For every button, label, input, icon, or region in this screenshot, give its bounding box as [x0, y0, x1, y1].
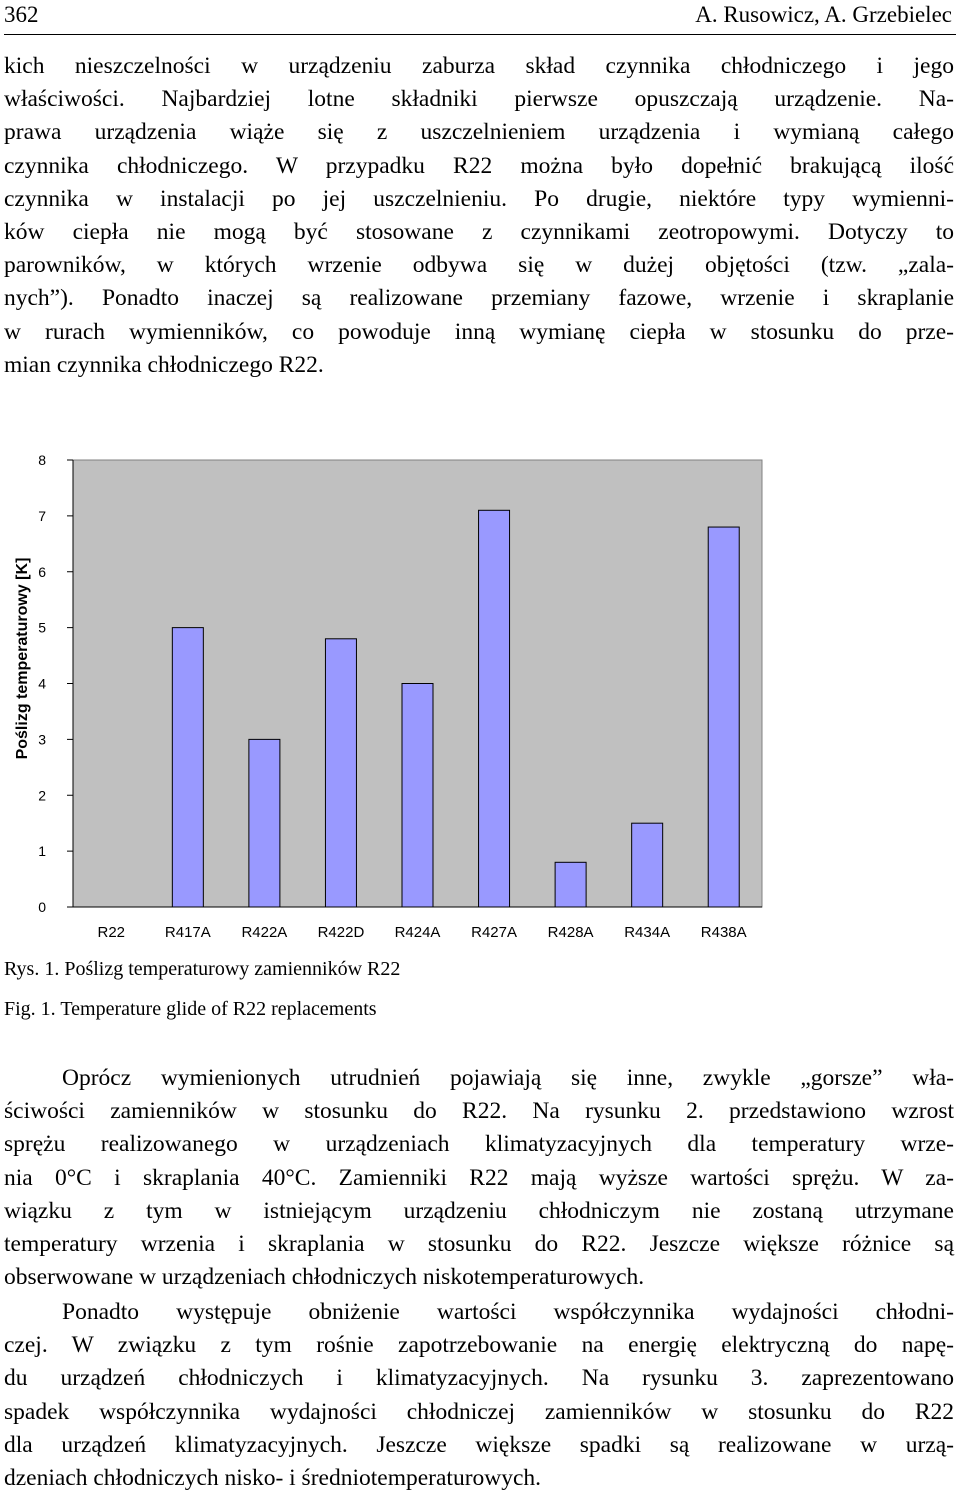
y-tick-label: 3 [38, 731, 46, 748]
bar-r422a [249, 739, 280, 907]
x-category-label: R428A [547, 924, 594, 941]
text-line: temperatury wrzenia i skraplania w stosunku do R22. Jeszcze większe różnice są [4, 1231, 954, 1258]
text-line: czej. W związku z tym rośnie zapotrzebowanie na energię elektryczną do napę- [4, 1332, 954, 1359]
paragraph-1 [4, 50, 954, 382]
y-tick-label: 5 [38, 619, 46, 636]
bar-r434a [632, 823, 663, 907]
text-line: Ponadto występuje obniżenie wartości współczynnika wydajności chłodni- [62, 1299, 954, 1325]
paragraph-3 [4, 1296, 954, 1495]
y-axis-label: Poślizg temperaturowy [K] [14, 557, 31, 760]
x-category-label: R417A [164, 924, 211, 941]
bar-r422d [325, 639, 356, 907]
text-line: ściwości zamienników w stosunku do R22. Na rysunku 2. przedstawiono wzrost [4, 1098, 954, 1125]
x-category-label: R434A [624, 924, 671, 941]
bar-r424a [402, 684, 433, 908]
text-line: obserwowane w urządzeniach chłodniczych niskotemperaturowych. [4, 1264, 645, 1291]
figure-caption-en: Fig. 1. Temperature glide of R22 replacements [4, 998, 377, 1020]
text-line: prawa urządzenia wiąże się z uszczelnieniem urządzenia i wymianą całego [4, 119, 954, 146]
text-line: parowników, w których wrzenie odbywa się w dużej objętości (tzw. „zala- [4, 252, 954, 279]
bar-r417a [172, 628, 203, 907]
text-line: Oprócz wymienionych utrudnień pojawiają się inne, zwykle „gorsze” wła- [62, 1065, 954, 1091]
text-line: spadek współczynnika wydajności chłodniczej zamienników w stosunku do R22 [4, 1398, 954, 1425]
x-category-label: R424A [394, 924, 441, 941]
text-line: ków ciepła nie mogą być stosowane z czynnikami zeotropowymi. Dotyczy to [4, 219, 954, 246]
text-line: czynnika chłodniczego. W przypadku R22 można było dopełnić brakującą ilość [4, 152, 954, 179]
y-tick-label: 1 [38, 843, 46, 860]
x-category-label: R438A [700, 924, 747, 941]
x-category-label: R427A [471, 924, 517, 941]
bar-r438a [708, 527, 739, 907]
x-category-label: R22 [97, 924, 126, 941]
running-head-authors: A. Rusowicz, A. Grzebielec [695, 2, 952, 27]
y-tick-label: 7 [38, 507, 46, 524]
text-line: czynnika w instalacji po jej uszczelnieniu. Po drugie, niektóre typy wymienni- [4, 185, 954, 212]
text-line: sprężu realizowanego w urządzeniach klimatyzacyjnych dla temperatury wrze- [4, 1131, 954, 1158]
y-tick-label: 0 [38, 899, 46, 915]
bar-r428a [555, 862, 586, 907]
figure-caption-pl: Rys. 1. Poślizg temperaturowy zamienników R22 [4, 958, 401, 980]
text-line: du urządzeń chłodniczych i klimatyzacyjnych. Na rysunku 3. zaprezentowano [4, 1365, 954, 1392]
text-line: dla urządzeń klimatyzacyjnych. Jeszcze większe spadki są realizowane w urzą- [4, 1431, 954, 1458]
y-tick-label: 2 [38, 787, 46, 804]
y-tick-label: 4 [38, 675, 46, 692]
page-header [4, 0, 956, 35]
paragraph-2 [4, 1062, 954, 1294]
x-category-label: R422D [317, 924, 365, 941]
page-number: 362 [4, 2, 39, 27]
text-line: wiązku z tym w istniejącym urządzeniu chłodniczym nie zostaną utrzymane [4, 1197, 954, 1224]
text-line: kich nieszczelności w urządzeniu zaburza skład czynnika chłodniczego i jego [4, 53, 954, 79]
bar-r427a [479, 510, 510, 907]
y-tick-label: 6 [38, 563, 46, 580]
text-line: w rurach wymienników, co powoduje inną wymianę ciepła w stosunku do prze- [4, 318, 954, 345]
y-tick-label: 8 [38, 452, 46, 468]
text-line: mian czynnika chłodniczego R22. [4, 351, 324, 378]
temperature-glide-bar-chart [0, 440, 960, 950]
text-line: nych”). Ponadto inaczej są realizowane przemiany fazowe, wrzenie i skraplanie [4, 285, 954, 312]
text-line: dzeniach chłodniczych nisko- i średniotemperaturowych. [4, 1465, 542, 1492]
text-line: właściwości. Najbardziej lotne składniki pierwsze opuszczają urządzenie. Na- [4, 86, 954, 113]
x-category-label: R422A [241, 924, 288, 941]
text-line: nia 0°C i skraplania 40°C. Zamienniki R22 mają wyższe wartości sprężu. W za- [4, 1164, 954, 1191]
